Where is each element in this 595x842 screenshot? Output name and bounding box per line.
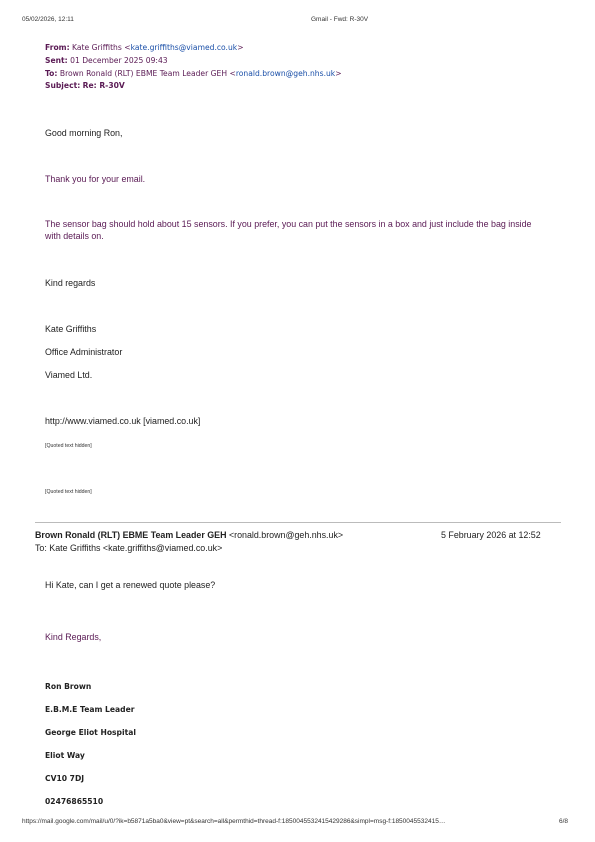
quoted-to-line bbox=[45, 69, 342, 78]
to-email-link[interactable]: ronald.brown@geh.nhs.uk bbox=[235, 69, 336, 78]
quoted-sig-company: Viamed Ltd. bbox=[45, 370, 93, 380]
signature-line: Eliot Way bbox=[45, 751, 85, 760]
signature-line: George Eliot Hospital bbox=[45, 728, 136, 737]
from-close: > bbox=[237, 43, 244, 52]
print-title: Gmail - Fwd: R-30V bbox=[311, 16, 369, 23]
quoted-body: The sensor bag should hold about 15 sensors. If you prefer, you can put the sensors in a box and just include the bag inside with details on. bbox=[45, 219, 532, 241]
message-sender bbox=[35, 530, 343, 540]
quoted-sig-name: Kate Griffiths bbox=[45, 324, 97, 334]
quoted-from-line bbox=[45, 43, 244, 52]
from-email-link[interactable]: kate.griffiths@viamed.co.uk bbox=[130, 43, 238, 52]
from-label: From: bbox=[45, 43, 70, 52]
print-datetime: 05/02/2026, 12:11 bbox=[22, 16, 74, 23]
to-close: > bbox=[335, 69, 342, 78]
subject-value: Re: R-30V bbox=[82, 81, 125, 90]
print-url: https://mail.google.com/mail/u/0/?ik=b5871a5ba0&view=pt&search=all&permthid=thread-f:1850045532415429286&simpl=msg-f:1850045532415… bbox=[22, 818, 446, 825]
quoted-thanks: Thank you for your email. bbox=[45, 174, 146, 184]
to-label: To: bbox=[45, 69, 58, 78]
message-date: 5 February 2026 at 12:52 bbox=[441, 530, 541, 540]
quoted-greeting: Good morning Ron, bbox=[45, 128, 123, 138]
message-closing: Kind Regards, bbox=[45, 632, 102, 642]
message-body: Hi Kate, can I get a renewed quote please? bbox=[45, 580, 216, 590]
website-link[interactable]: http://www.viamed.co.uk [viamed.co.uk] bbox=[45, 416, 201, 426]
sent-label: Sent: bbox=[45, 56, 68, 65]
sender-name: Brown Ronald (RLT) EBME Team Leader GEH bbox=[35, 530, 227, 540]
quoted-text-hidden-2[interactable]: [Quoted text hidden] bbox=[45, 489, 92, 495]
message-divider bbox=[35, 522, 561, 523]
quoted-text-hidden-1[interactable]: [Quoted text hidden] bbox=[45, 443, 92, 449]
message-to: To: Kate Griffiths <kate.griffiths@viamed.co.uk> bbox=[35, 543, 223, 553]
quoted-subject-line bbox=[45, 81, 125, 90]
quoted-sig-role: Office Administrator bbox=[45, 347, 123, 357]
subject-label: Subject: bbox=[45, 81, 81, 90]
signature-line: CV10 7DJ bbox=[45, 774, 85, 783]
sender-email: <ronald.brown@geh.nhs.uk> bbox=[228, 530, 344, 540]
signature-line: E.B.M.E Team Leader bbox=[45, 705, 135, 714]
quoted-sent-line bbox=[45, 56, 168, 65]
signature-line: 02476865510 bbox=[45, 797, 104, 806]
sent-value: 01 December 2025 09:43 bbox=[70, 56, 168, 65]
print-page-number: 6/8 bbox=[559, 818, 569, 825]
quoted-closing: Kind regards bbox=[45, 278, 96, 288]
signature-line: Ron Brown bbox=[45, 682, 92, 691]
to-name: Brown Ronald (RLT) EBME Team Leader GEH < bbox=[59, 69, 236, 78]
from-name: Kate Griffiths < bbox=[72, 43, 131, 52]
